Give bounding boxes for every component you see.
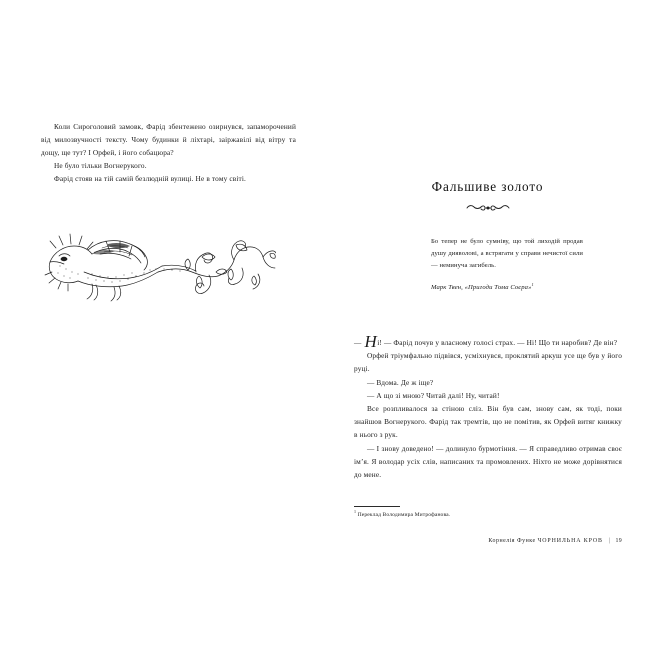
opening-paragraph [354,334,622,349]
paragraph: Фарід стояв на тій самій безлюдній вулиці. Не в тому світі. [54,174,247,184]
footnote-text [354,511,622,519]
paragraph: Не було тільки Вогнерукого. [54,161,147,171]
drop-cap: Н [364,332,377,351]
footnote-separator-rule [354,506,400,507]
running-footer [354,538,622,544]
left-page-text-block [41,120,296,185]
footnote-marker: 1 [354,509,357,515]
paragraph: Все розпливалося за стіною сліз. Він був сам, знову сам, як тоді, поки знайшов Вогнерукого. Фарід так тремтів, що не помітив, як Орфей витяг книжку в нього з рук. [354,404,622,440]
epigraph-attribution [431,282,583,294]
opening-paragraph-text: і! — Фарід почув у власному голосі страх. — Ні! Що ти наробив? Де він? [377,338,618,347]
page-number: 19 [615,538,622,544]
epigraph [431,236,583,294]
epigraph-quote: Бо тепер не було сумніву, що той лиходій продав душу дияволові, а встрягати у справи нечистої сили — неминуча загибель. [431,238,583,270]
em-dash: — [354,338,362,347]
paragraph: — Вдома. Де ж іще? [367,377,434,387]
footer-book-title: ЧОРНИЛЬНА КРОВ [537,538,603,544]
footnote [354,506,622,519]
epigraph-attribution-text: Марк Твен, «Пригоди Тома Соєра» [431,283,532,291]
right-page [325,0,650,650]
epigraph-footnote-marker: 1 [531,281,534,287]
paragraph: Орфей тріумфально підвівся, усміхнувся, проклятий аркуш усе ще був у його руці. [354,351,622,374]
footer-separator: | [608,538,611,544]
paragraph: — А що зі мною? Читай далі! Ну, читай! [367,390,500,400]
right-page-text-block [354,334,622,481]
dragon-vine-illustration [44,228,276,310]
chapter-title: Фальшиве золото [431,179,544,194]
footnote-body: Переклад Володимира Митрофанова. [357,512,451,518]
paragraph: Коли Сироголовий замовк, Фарід збентежено озирнувся, запаморочений від милозвучності тексту. Чому будинки й ліхтарі, заіржавілі від вітру та дощу, ще тут? І Орфей, і його собацюра? [41,122,296,158]
ornament-flourish-icon [325,202,650,214]
footer-author: Корнелія Функе [488,538,536,544]
paragraph: — І знову доведено! — долинуло бурмотіння. — Я справедливо отримав своє ім’я. Я володар усіх слів, написаних та промовлених. Ніхто не може дорівнятися до мене. [354,443,622,480]
